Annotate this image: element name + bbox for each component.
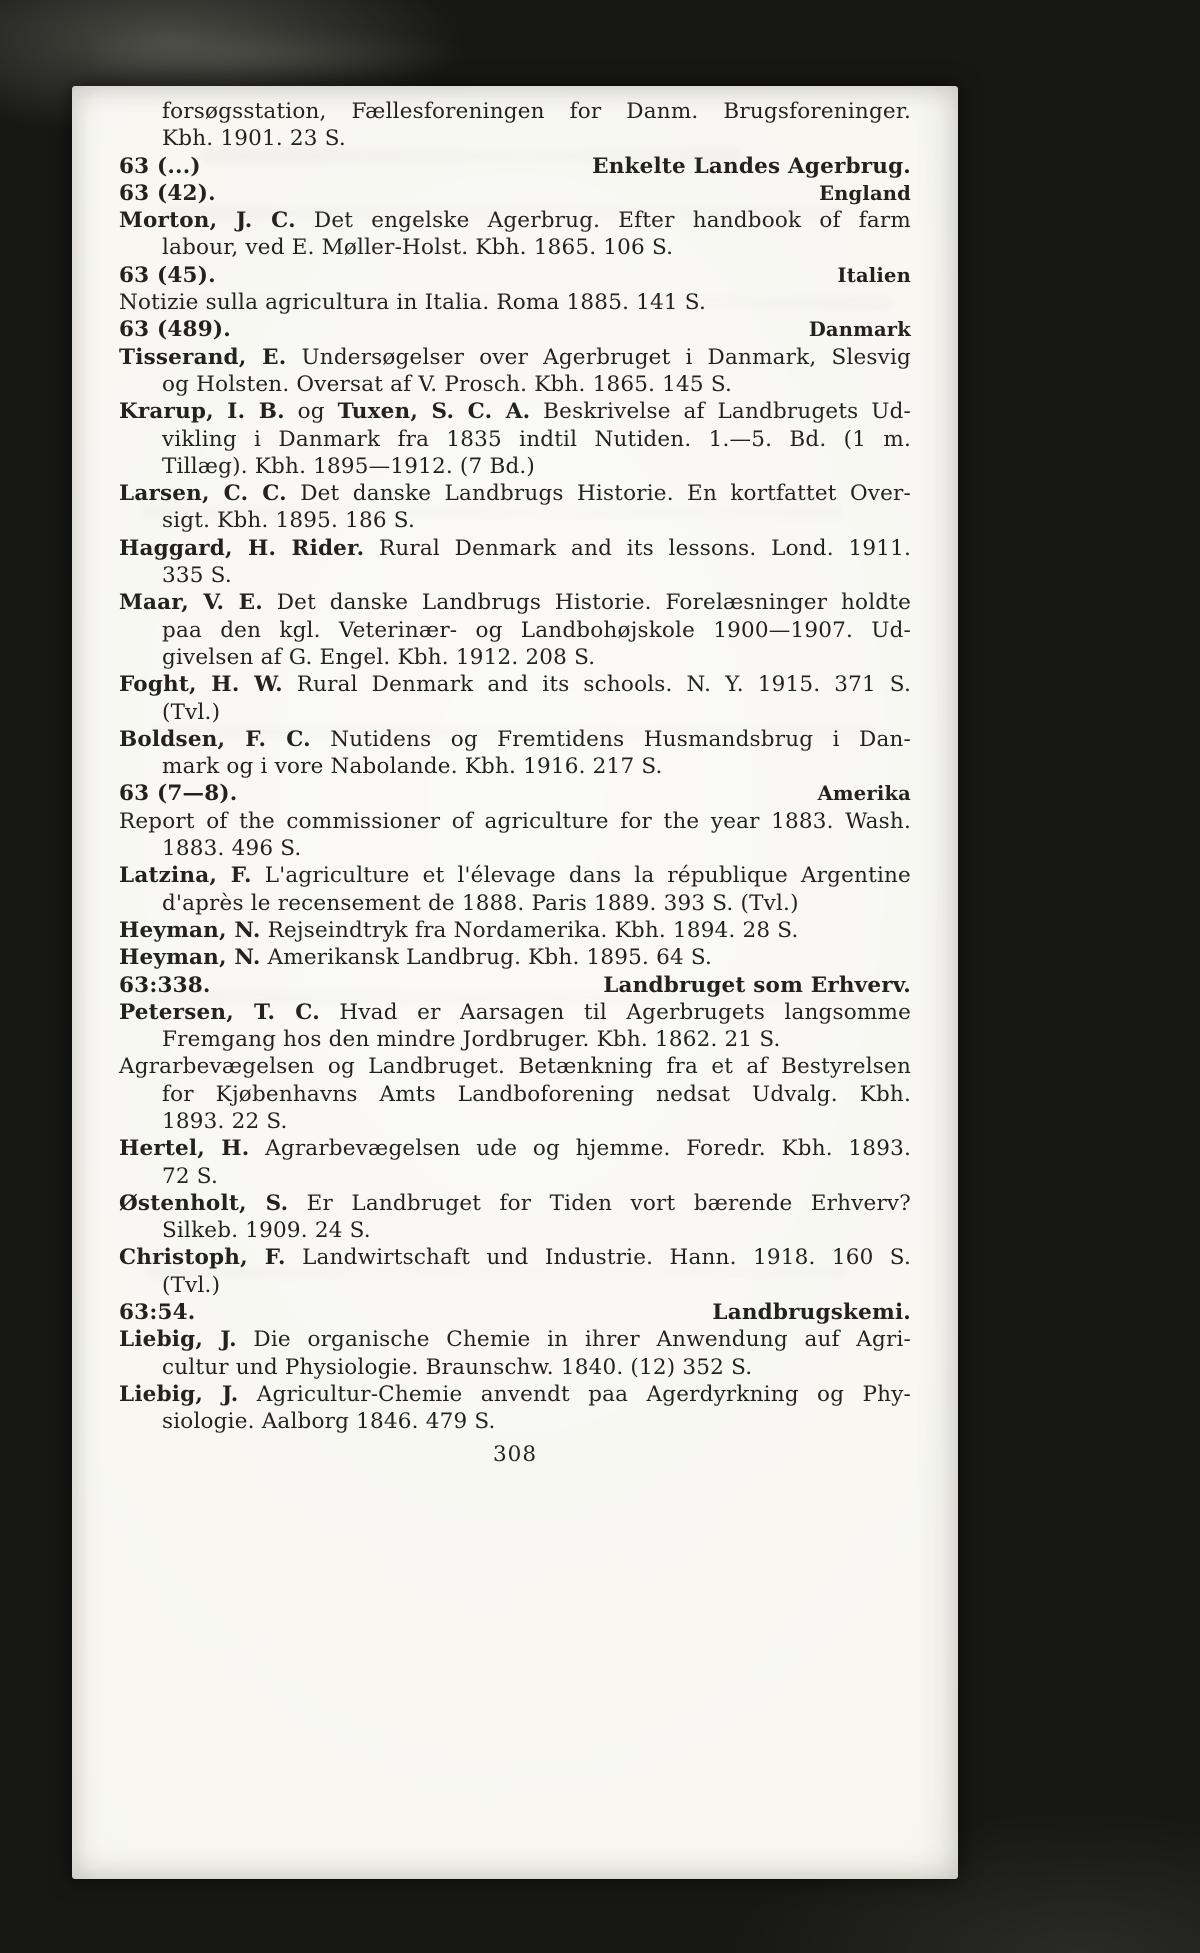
classification-code: 63 (45). bbox=[119, 262, 216, 288]
entry-line bbox=[119, 589, 911, 616]
entry-line bbox=[119, 1163, 911, 1190]
entry-line bbox=[119, 1381, 911, 1408]
author-name: Morton, J. C. bbox=[119, 208, 296, 234]
section-header-row bbox=[119, 180, 911, 207]
entry-text: Rural Denmark and its schools. N. Y. 1915. 371 S. bbox=[282, 672, 911, 698]
entry-line bbox=[119, 289, 911, 316]
entry-line bbox=[119, 1354, 911, 1381]
scanned-book-page bbox=[72, 86, 958, 1879]
entry-line bbox=[119, 1026, 911, 1053]
entry-text: Tillæg). Kbh. 1895—1912. (7 Bd.) bbox=[162, 453, 536, 479]
entry-line bbox=[119, 398, 911, 425]
section-header-row bbox=[119, 316, 911, 343]
author-name: Boldsen, F. C. bbox=[119, 726, 311, 752]
entry-line bbox=[119, 1272, 911, 1299]
entry-line bbox=[119, 98, 911, 125]
entry-text: 1893. 22 S. bbox=[162, 1108, 288, 1134]
author-name: Christoph, F. bbox=[119, 1245, 286, 1271]
section-header-row bbox=[119, 1299, 911, 1326]
bibliography-text-block bbox=[119, 98, 911, 1467]
entry-line bbox=[119, 207, 911, 234]
entry-text: (Tvl.) bbox=[162, 1272, 221, 1298]
entry-line bbox=[119, 917, 911, 944]
entry-text: og bbox=[284, 399, 338, 425]
entry-line bbox=[119, 1326, 911, 1353]
entry-line bbox=[119, 617, 911, 644]
entry-line bbox=[119, 726, 911, 753]
entry-line bbox=[119, 562, 911, 589]
section-heading: Amerika bbox=[817, 782, 911, 806]
entry-line bbox=[119, 426, 911, 453]
entry-text: d'après le recensement de 1888. Paris 1889. 393 S. (Tvl.) bbox=[162, 890, 799, 916]
entry-text: Agricultur-Chemie anvendt paa Agerdyrkning og Phy- bbox=[238, 1381, 912, 1407]
entry-line bbox=[119, 1190, 911, 1217]
author-name: Maar, V. E. bbox=[119, 590, 263, 616]
author-name: Latzina, F. bbox=[119, 863, 252, 889]
entry-text: Rejseindtryk fra Nordamerika. Kbh. 1894. 28 S. bbox=[260, 917, 799, 943]
entry-text: Nutidens og Fremtidens Husmandsbrug i Dan- bbox=[310, 726, 911, 752]
section-heading: Landbrugskemi. bbox=[712, 1300, 911, 1326]
entry-line bbox=[119, 453, 911, 480]
author-name: Heyman, N. bbox=[119, 917, 261, 943]
entry-text: Agrarbevægelsen og Landbruget. Betænkning fra et af Bestyrelsen bbox=[119, 1054, 911, 1080]
entry-line bbox=[119, 890, 911, 917]
entry-line bbox=[119, 535, 911, 562]
entry-text: 72 S. bbox=[162, 1163, 218, 1189]
author-name: Foght, H. W. bbox=[119, 672, 283, 698]
entry-text: Landwirtschaft und Industrie. Hann. 1918. 160 S. bbox=[285, 1245, 912, 1271]
entry-text: L'agriculture et l'élevage dans la république Argentine bbox=[251, 863, 911, 889]
entry-text: cultur und Physiologie. Braunschw. 1840. (12) 352 S. bbox=[162, 1354, 753, 1380]
section-header-row bbox=[119, 262, 911, 289]
entry-text: Amerikansk Landbrug. Kbh. 1895. 64 S. bbox=[260, 945, 713, 971]
author-name: Liebig, J. bbox=[119, 1381, 239, 1407]
entry-line bbox=[119, 835, 911, 862]
classification-code: 63:338. bbox=[119, 972, 211, 998]
entry-line bbox=[119, 1081, 911, 1108]
entry-text: forsøgsstation, Fællesforeningen for Danm. Brugsforeninger. bbox=[162, 99, 911, 124]
entry-text: Beskrivelse af Landbrugets Ud- bbox=[530, 399, 911, 425]
entry-text: Undersøgelser over Agerbruget i Danmark, Slesvig bbox=[286, 344, 911, 370]
entry-text: siologie. Aalborg 1846. 479 S. bbox=[162, 1409, 496, 1435]
entry-text: for Kjøbenhavns Amts Landboforening nedsat Udvalg. Kbh. bbox=[162, 1081, 911, 1107]
section-heading: England bbox=[819, 181, 911, 205]
entry-line bbox=[119, 644, 911, 671]
classification-code: 63 (...) bbox=[119, 153, 201, 179]
classification-code: 63 (42). bbox=[119, 180, 216, 206]
entry-line bbox=[119, 125, 911, 152]
entry-text: 335 S. bbox=[162, 563, 232, 589]
entry-line bbox=[119, 944, 911, 971]
entry-text: (Tvl.) bbox=[162, 699, 221, 725]
entry-line bbox=[119, 1244, 911, 1271]
entry-line bbox=[119, 671, 911, 698]
entry-text: labour, ved E. Møller-Holst. Kbh. 1865. 106 S. bbox=[162, 235, 674, 261]
classification-code: 63:54. bbox=[119, 1300, 196, 1326]
entry-line bbox=[119, 753, 911, 780]
entry-text: givelsen af G. Engel. Kbh. 1912. 208 S. bbox=[162, 644, 596, 670]
entry-text: 1883. 496 S. bbox=[162, 836, 302, 862]
entry-line bbox=[119, 371, 911, 398]
author-name: Liebig, J. bbox=[119, 1327, 237, 1353]
entry-line bbox=[119, 699, 911, 726]
author-name: Larsen, C. C. bbox=[119, 481, 287, 507]
entry-line bbox=[119, 344, 911, 371]
entry-line bbox=[119, 1217, 911, 1244]
entry-text: Report of the commissioner of agriculture for the year 1883. Wash. bbox=[119, 808, 911, 834]
entry-text: vikling i Danmark fra 1835 indtil Nutiden. 1.—5. Bd. (1 m. bbox=[162, 426, 911, 452]
entry-text: Hvad er Aarsagen til Agerbrugets langsomme bbox=[319, 999, 911, 1025]
section-heading: Landbruget som Erhverv. bbox=[603, 972, 911, 998]
entry-text: Silkeb. 1909. 24 S. bbox=[162, 1218, 371, 1244]
entry-text: paa den kgl. Veterinær- og Landbohøjskole 1900—1907. Ud- bbox=[162, 617, 911, 643]
entry-text: sigt. Kbh. 1895. 186 S. bbox=[162, 508, 415, 534]
author-name: Heyman, N. bbox=[119, 945, 261, 971]
entry-line bbox=[119, 999, 911, 1026]
section-header-row bbox=[119, 153, 911, 180]
entry-line bbox=[119, 1135, 911, 1162]
entry-line bbox=[119, 480, 911, 507]
author-name: Tuxen, S. C. A. bbox=[337, 399, 531, 425]
scan-border-mottle bbox=[95, 28, 475, 80]
author-name: Haggard, H. Rider. bbox=[119, 535, 365, 561]
section-heading: Italien bbox=[837, 263, 911, 287]
entry-line bbox=[119, 808, 911, 835]
classification-code: 63 (489). bbox=[119, 317, 231, 343]
entry-line bbox=[119, 234, 911, 261]
entry-text: Agrarbevægelsen ude og hjemme. Foredr. Kbh. 1893. bbox=[249, 1136, 911, 1162]
entry-line bbox=[119, 1053, 911, 1080]
entry-line bbox=[119, 1108, 911, 1135]
entry-text: Kbh. 1901. 23 S. bbox=[162, 126, 346, 152]
entry-text: Det danske Landbrugs Historie. Forelæsninger holdte bbox=[262, 590, 911, 616]
author-name: Krarup, I. B. bbox=[119, 399, 285, 425]
section-header-row bbox=[119, 972, 911, 999]
entry-text: Notizie sulla agricultura in Italia. Roma 1885. 141 S. bbox=[119, 290, 707, 316]
entry-text: Fremgang hos den mindre Jordbruger. Kbh. 1862. 21 S. bbox=[162, 1027, 781, 1053]
section-heading: Enkelte Landes Agerbrug. bbox=[592, 153, 911, 179]
entry-text: Die organische Chemie in ihrer Anwendung auf Agri- bbox=[236, 1327, 911, 1353]
entry-text: og Holsten. Oversat af V. Prosch. Kbh. 1865. 145 S. bbox=[162, 371, 733, 397]
entry-line bbox=[119, 507, 911, 534]
entry-text: Det engelske Agerbrug. Efter handbook of farm bbox=[295, 208, 911, 234]
classification-code: 63 (7—8). bbox=[119, 781, 238, 807]
entry-lines bbox=[119, 98, 911, 1436]
entry-text: Det danske Landbrugs Historie. En kortfattet Over- bbox=[286, 481, 911, 507]
entry-text: Rural Denmark and its lessons. Lond. 1911. bbox=[364, 535, 911, 561]
entry-text: mark og i vore Nabolande. Kbh. 1916. 217 S. bbox=[162, 754, 663, 780]
author-name: Petersen, T. C. bbox=[119, 999, 320, 1025]
entry-line bbox=[119, 1408, 911, 1435]
author-name: Østenholt, S. bbox=[119, 1190, 289, 1216]
author-name: Tisserand, E. bbox=[119, 344, 287, 370]
page-number: 308 bbox=[492, 1441, 538, 1467]
author-name: Hertel, H. bbox=[119, 1136, 250, 1162]
section-heading: Danmark bbox=[808, 318, 911, 342]
entry-line bbox=[119, 862, 911, 889]
section-header-row bbox=[119, 780, 911, 807]
entry-text: Er Landbruget for Tiden vort bærende Erhverv? bbox=[288, 1190, 911, 1216]
